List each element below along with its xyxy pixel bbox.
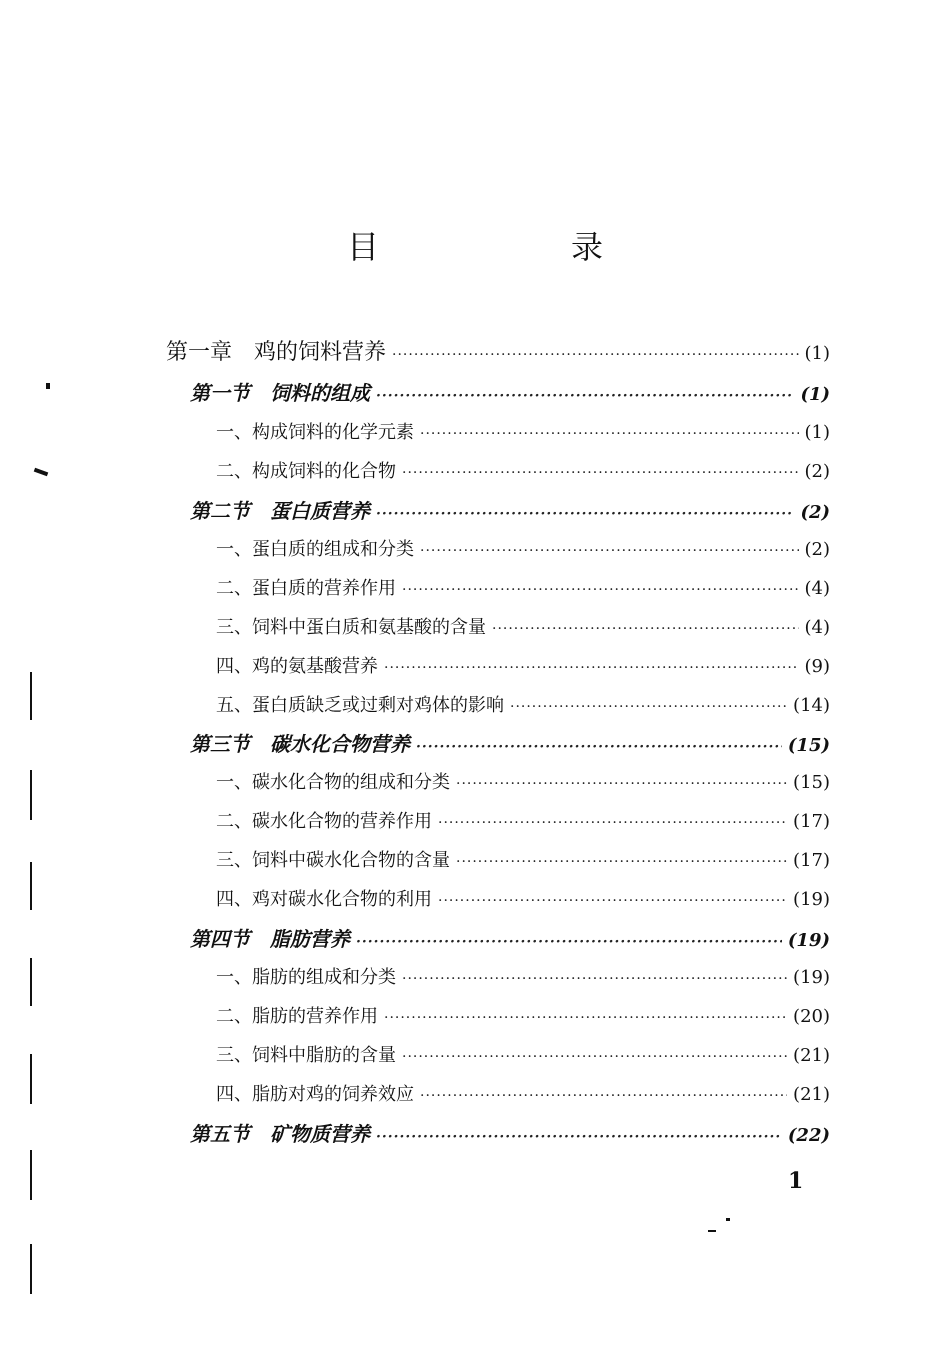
toc-entry-label: 第三节 碳水化合物营养 — [190, 732, 410, 756]
toc-entry-label: 一、碳水化合物的组成和分类 — [216, 772, 450, 793]
toc-entry-page: (15) — [793, 772, 830, 793]
toc-entry-page: (2) — [800, 502, 830, 523]
toc-entry-label: 一、构成饲料的化学元素 — [216, 422, 414, 443]
toc-entry-label: 第四节 脂肪营养 — [190, 927, 350, 951]
toc-leader-dots — [416, 730, 782, 764]
toc-leader-dots — [376, 379, 794, 413]
toc-entry-page: (9) — [804, 656, 830, 677]
toc-entry-page: (17) — [793, 850, 830, 871]
toc-entry-section — [190, 727, 830, 761]
scan-artifact — [46, 383, 50, 389]
toc-leader-dots — [420, 417, 799, 451]
toc-entry-page: (1) — [804, 343, 830, 364]
scan-artifact — [30, 862, 32, 910]
toc-entry-label: 第一节 饲料的组成 — [190, 381, 370, 405]
toc-entry-item — [216, 650, 830, 684]
toc-entry-page: (19) — [793, 967, 830, 988]
toc-entry-item — [216, 455, 830, 489]
toc-entry-page: (4) — [804, 617, 830, 638]
toc-entry-label: 四、脂肪对鸡的饲养效应 — [216, 1084, 414, 1105]
toc-entry-page: (2) — [804, 461, 830, 482]
toc-entry-page: (22) — [787, 1125, 830, 1146]
toc-entry-page: (17) — [793, 811, 830, 832]
scan-artifact — [30, 1244, 32, 1294]
toc-entry-label: 三、饲料中脂肪的含量 — [216, 1045, 396, 1066]
toc-entry-page: (20) — [793, 1006, 830, 1027]
toc-entry-item — [216, 689, 830, 723]
scan-artifact — [30, 1054, 32, 1104]
scan-artifact — [30, 672, 32, 720]
toc-entry-section — [190, 376, 830, 410]
toc-entry-section — [190, 1117, 830, 1151]
toc-entry-item — [216, 805, 830, 839]
toc-entry-label: 二、碳水化合物的营养作用 — [216, 811, 432, 832]
scan-artifact — [30, 958, 32, 1006]
toc-entry-section — [190, 922, 830, 956]
toc-leader-dots — [438, 806, 787, 840]
toc-entry-item — [216, 766, 830, 800]
toc-entry-page: (21) — [793, 1084, 830, 1105]
toc-entry-label: 五、蛋白质缺乏或过剩对鸡体的影响 — [216, 695, 504, 716]
toc-entry-label: 一、蛋白质的组成和分类 — [216, 539, 414, 560]
toc-leader-dots — [402, 962, 787, 996]
toc-entry-item — [216, 416, 830, 450]
toc-leader-dots — [402, 456, 799, 490]
toc-entry-page: (1) — [800, 384, 830, 405]
toc-entry-section — [190, 494, 830, 528]
toc-entry-label: 一、脂肪的组成和分类 — [216, 967, 396, 988]
toc-entry-label: 三、饲料中蛋白质和氨基酸的含量 — [216, 617, 486, 638]
toc-entry-label: 二、蛋白质的营养作用 — [216, 578, 396, 599]
toc-leader-dots — [420, 1079, 787, 1113]
toc-entry-page: (15) — [787, 735, 830, 756]
toc-entry-label: 四、鸡对碳水化合物的利用 — [216, 889, 432, 910]
toc-entry-item — [216, 844, 830, 878]
toc-entry-page: (21) — [793, 1045, 830, 1066]
scan-artifact — [708, 1230, 716, 1232]
toc-entry-label: 二、构成饲料的化合物 — [216, 461, 396, 482]
toc-leader-dots — [402, 1040, 787, 1074]
toc-entry-item — [216, 1000, 830, 1034]
toc-entry-item — [216, 883, 830, 917]
toc-entry-item — [216, 533, 830, 567]
toc-leader-dots — [402, 573, 799, 607]
scan-artifact — [726, 1218, 730, 1221]
toc-leader-dots — [384, 651, 799, 685]
toc-entry-item — [216, 1078, 830, 1112]
toc-leader-dots — [492, 612, 799, 646]
toc-entry-label: 二、脂肪的营养作用 — [216, 1006, 378, 1027]
page-title: 目 录 — [346, 228, 683, 266]
toc-entry-item — [216, 1039, 830, 1073]
scan-artifact — [34, 468, 49, 477]
toc-leader-dots — [456, 845, 787, 879]
toc-entry-page: (19) — [787, 930, 830, 951]
toc-entry-page: (1) — [804, 422, 830, 443]
toc-entry-label: 四、鸡的氨基酸营养 — [216, 656, 378, 677]
toc-entry-label: 三、饲料中碳水化合物的含量 — [216, 850, 450, 871]
toc-leader-dots — [384, 1001, 787, 1035]
toc-entry-label: 第一章 鸡的饲料营养 — [166, 340, 387, 365]
toc-leader-dots — [392, 338, 798, 372]
toc-leader-dots — [420, 534, 799, 568]
toc-leader-dots — [510, 690, 787, 724]
toc-entry-label: 第二节 蛋白质营养 — [190, 499, 370, 523]
toc-entry-page: (2) — [804, 539, 830, 560]
toc-entry-page: (14) — [793, 695, 830, 716]
toc-leader-dots — [456, 767, 787, 801]
page-number: 1 — [788, 1168, 804, 1194]
toc-entry-item — [216, 961, 830, 995]
toc-entry-chapter — [166, 336, 830, 370]
toc-entry-label: 第五节 矿物质营养 — [190, 1122, 370, 1146]
toc-entry-page: (4) — [804, 578, 830, 599]
toc-leader-dots — [376, 1120, 782, 1154]
toc-leader-dots — [438, 884, 787, 918]
scan-artifact — [30, 1150, 32, 1200]
toc-leader-dots — [356, 925, 782, 959]
toc-entry-page: (19) — [793, 889, 830, 910]
toc-entry-item — [216, 572, 830, 606]
toc-entry-item — [216, 611, 830, 645]
scan-artifact — [30, 770, 32, 820]
toc-leader-dots — [376, 497, 794, 531]
